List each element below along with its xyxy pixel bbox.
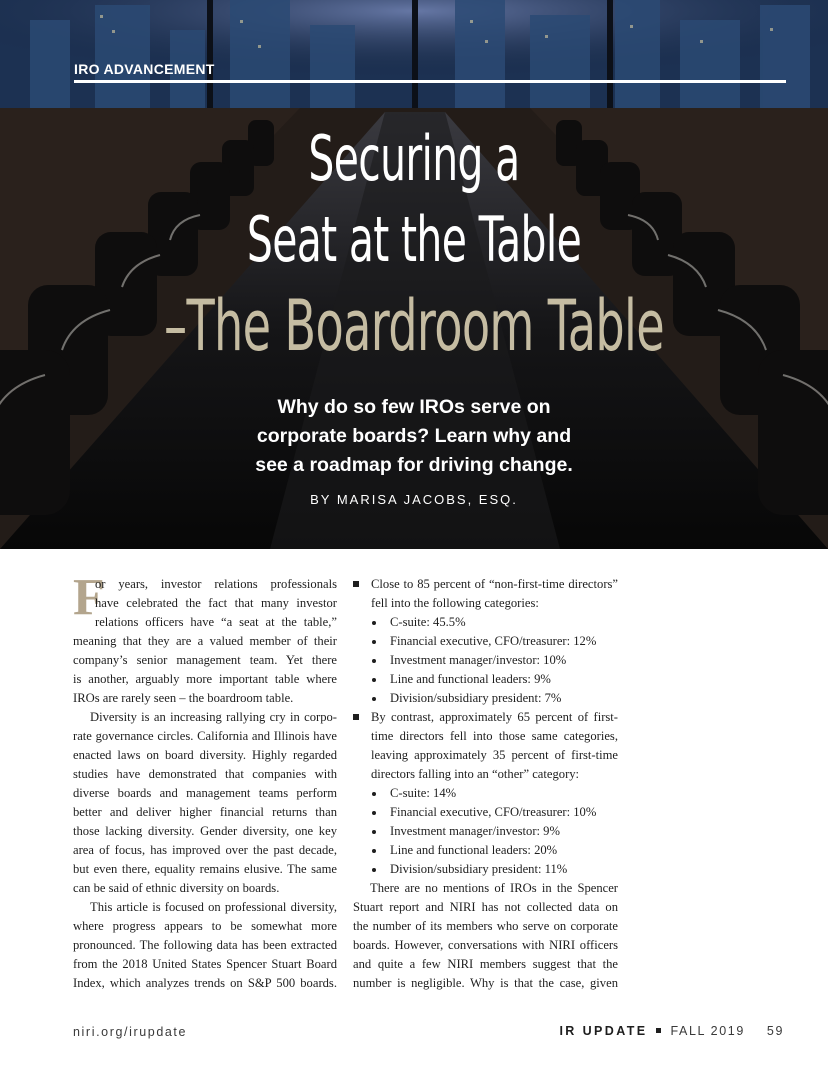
text-line-content: Stuart report and NIRI has not collected data on [353, 900, 618, 914]
text-line [73, 898, 337, 917]
text-line [73, 708, 337, 727]
text-line-content: number is negligible. Why is that the case, given [353, 976, 618, 990]
right-column [353, 575, 618, 993]
text-line-content: time directors fell into those same categories, [371, 729, 618, 743]
text-line-content: C-suite: 45.5% [390, 615, 466, 629]
dot-bullet-icon [372, 659, 376, 663]
dek-line-2: corporate boards? Learn why and [256, 425, 572, 447]
text-line-content: By contrast, approximately 65 percent of first- [371, 710, 618, 724]
text-line-content: where progress appears to be somewhat more [73, 919, 337, 933]
text-line-content: Division/subsidiary president: 7% [390, 691, 562, 705]
text-line-content: Index, which analyzes trends on S&P 500 boards. [73, 976, 337, 990]
text-line-content: better and deliver higher financial returns than [73, 805, 337, 819]
dot-bullet-icon [372, 849, 376, 853]
text-line [353, 727, 618, 746]
text-line-content: C-suite: 14% [390, 786, 457, 800]
text-line [353, 632, 618, 651]
text-line-content: Division/subsidiary president: 11% [390, 862, 568, 876]
dot-bullet-icon [372, 868, 376, 872]
section-rule [74, 80, 786, 83]
text-line [73, 803, 337, 822]
title-line-1: Securing a [308, 122, 520, 195]
text-line [73, 613, 337, 632]
text-line [353, 879, 618, 898]
text-line [73, 575, 337, 594]
text-line [73, 974, 337, 993]
text-line-content: Financial executive, CFO/treasurer: 10% [390, 805, 597, 819]
text-line [73, 632, 337, 651]
text-line [73, 651, 337, 670]
text-line [353, 936, 618, 955]
dek-line-1: Why do so few IROs serve on [277, 396, 551, 418]
square-bullet-icon [353, 714, 359, 720]
text-line-content: Investment manager/investor: 10% [390, 653, 567, 667]
text-line-content: diverse boards and management teams perform [73, 786, 337, 800]
text-line [73, 917, 337, 936]
text-line-content: pronounced. The following data has been extracted [73, 938, 337, 952]
text-line-content: rate governance circles. California and Illinois have [73, 729, 337, 743]
text-line [73, 727, 337, 746]
text-line [353, 575, 618, 594]
text-line [353, 917, 618, 936]
text-line [353, 822, 618, 841]
text-line-content: those lacking diversity. Gender diversity, one key [73, 824, 337, 838]
text-line [73, 936, 337, 955]
text-line [73, 879, 337, 898]
text-line [353, 594, 618, 613]
drop-cap: F [73, 569, 105, 626]
text-line-content: IROs are rarely seen – the boardroom table. [73, 691, 294, 705]
dot-bullet-icon [372, 830, 376, 834]
text-line-content: the number of its members who serve on corporate [353, 919, 618, 933]
text-line-content: Investment manager/investor: 9% [390, 824, 560, 838]
text-line-content: enacted laws on board diversity. Highly regarded [73, 748, 337, 762]
title-line-2: Seat at the Table [246, 203, 582, 276]
dot-bullet-icon [372, 640, 376, 644]
text-line [353, 974, 618, 993]
footer-separator [656, 1028, 661, 1033]
text-line-content: area of focus, has improved over the past decade, [73, 843, 337, 857]
text-line [353, 898, 618, 917]
footer-publication: IR UPDATE [559, 1024, 648, 1038]
text-line-content: or years, investor relations professionals [95, 577, 337, 591]
text-line [353, 784, 618, 803]
dot-bullet-icon [372, 678, 376, 682]
text-line-content: Financial executive, CFO/treasurer: 12% [390, 634, 597, 648]
text-line-content: relations officers have “a seat at the table,” [95, 615, 337, 629]
text-line-content: fell into the following categories: [371, 596, 539, 610]
text-line-content: is another, arguably more important table where [73, 672, 337, 686]
text-line-content: Diversity is an increasing rallying cry in corpo- [90, 710, 337, 724]
footer-url: niri.org/irupdate [73, 1025, 188, 1039]
footer-page-number: 59 [766, 1024, 784, 1038]
text-line [353, 651, 618, 670]
text-line-content: meaning that they are a valued member of their [73, 634, 337, 648]
text-line [73, 689, 337, 708]
text-line [353, 860, 618, 879]
square-bullet-icon [353, 581, 359, 587]
text-line [73, 860, 337, 879]
text-line-content: leaving approximately 35 percent of first-time [371, 748, 618, 762]
text-line-content: from the 2018 United States Spencer Stuart Board [73, 957, 337, 971]
text-line [73, 955, 337, 974]
dot-bullet-icon [372, 811, 376, 815]
text-line [353, 613, 618, 632]
text-line [73, 822, 337, 841]
text-line-content: and quite a few NIRI members suggest that the [353, 957, 618, 971]
text-line [73, 841, 337, 860]
left-column [73, 569, 337, 993]
byline: BY MARISA JACOBS, ESQ. [310, 492, 518, 507]
text-line [353, 670, 618, 689]
footer-folio [559, 1024, 784, 1038]
section-label: IRO ADVANCEMENT [74, 61, 215, 77]
text-line-content: boards. However, conversations with NIRI officers [353, 938, 618, 952]
text-line [73, 670, 337, 689]
text-line-content: This article is focused on professional diversity, [90, 900, 337, 914]
text-line [353, 803, 618, 822]
text-line [353, 708, 618, 727]
text-line-content: studies have demonstrated that companies with [73, 767, 337, 781]
text-line-content: Close to 85 percent of “non-first-time directors” [371, 577, 618, 591]
dot-bullet-icon [372, 621, 376, 625]
text-line [73, 784, 337, 803]
text-line [353, 765, 618, 784]
text-line [73, 746, 337, 765]
footer-issue: FALL 2019 [670, 1024, 745, 1038]
text-line [73, 765, 337, 784]
dot-bullet-icon [372, 697, 376, 701]
text-line-content: company’s senior management team. Yet there [73, 653, 337, 667]
text-line-content: Line and functional leaders: 9% [390, 672, 551, 686]
dek-line-3: see a roadmap for driving change. [255, 454, 573, 476]
text-line-content: have celebrated the fact that many investor [95, 596, 337, 610]
text-line [353, 689, 618, 708]
text-line-content: Line and functional leaders: 20% [390, 843, 558, 857]
text-line-content: There are no mentions of IROs in the Spencer [370, 881, 618, 895]
text-line-content: but even there, equality remains elusive. The same [73, 862, 337, 876]
dot-bullet-icon [372, 792, 376, 796]
text-line [353, 746, 618, 765]
text-line [73, 594, 337, 613]
text-line-content: directors falling into an “other” category: [371, 767, 580, 781]
title-line-3: –The Boardroom Table [164, 285, 664, 367]
text-line [353, 955, 618, 974]
text-line [353, 841, 618, 860]
text-line-content: can be said of ethnic diversity on boards. [73, 881, 280, 895]
